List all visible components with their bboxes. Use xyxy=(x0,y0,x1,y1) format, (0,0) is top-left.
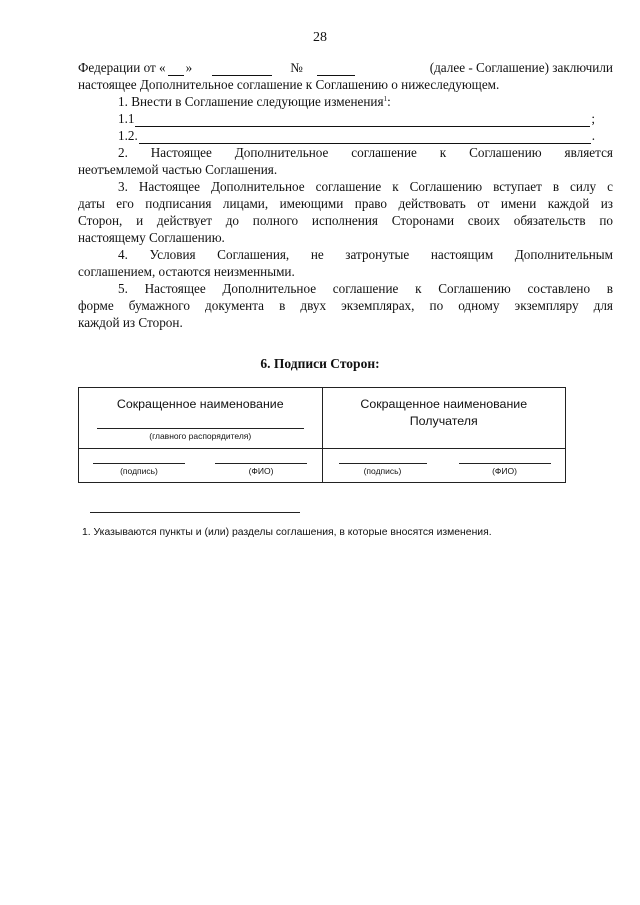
intro-part-1: Федерации от « xyxy=(78,60,166,75)
item-1-2-label: 1.2. xyxy=(118,128,138,143)
item-1 xyxy=(78,93,613,110)
footnote-text: 1. Указываются пункты и (или) разделы соглашения, в которые вносятся изменения. xyxy=(82,527,492,538)
right-name-caption: (ФИО) xyxy=(492,466,517,476)
signatures-table xyxy=(78,387,566,483)
left-signature-cell xyxy=(79,449,323,483)
page-number: 28 xyxy=(313,30,327,45)
right-party-title-line-1: Сокращенное наименование xyxy=(360,397,528,411)
footnote-ref: 1 xyxy=(383,95,388,103)
item-5-line-3: каждой из Сторон. xyxy=(78,315,183,330)
right-name-line xyxy=(459,463,551,464)
item-1-colon: : xyxy=(387,94,391,109)
item-4-line-1: 4. Условия Соглашения, не затронутые настоящим Дополнительным xyxy=(118,247,613,262)
left-signature-caption: (подпись) xyxy=(120,466,158,476)
item-1-1-blank xyxy=(135,114,590,127)
item-4-line-2: соглашением, остаются неизменными. xyxy=(78,264,295,279)
item-3-line-1: 3. Настоящее Дополнительное соглашение к Соглашению вступает в силу с xyxy=(118,179,613,194)
right-party-title-line-2: Получателя xyxy=(409,414,478,428)
item-1-1 xyxy=(78,110,613,127)
left-party-title: Сокращенное наименование xyxy=(116,397,284,411)
right-signature-cell xyxy=(322,449,566,483)
right-party-cell xyxy=(322,388,566,449)
signatures-heading: 6. Подписи Сторон: xyxy=(260,356,380,371)
left-party-name-line xyxy=(97,428,304,429)
item-3-line-3: Сторон, и действует до полного исполнения Сторонами своих обязательств по xyxy=(78,213,613,228)
item-5-line-2: форме бумажного документа в двух экземплярах, по одному экземпляру для xyxy=(78,298,613,313)
item-1-1-label: 1.1 xyxy=(118,111,135,126)
item-2-line-1: 2. Настоящее Дополнительное соглашение к Соглашению является xyxy=(118,145,613,160)
footnote-separator xyxy=(90,512,300,513)
right-signature-line xyxy=(339,463,427,464)
left-name-line xyxy=(215,463,307,464)
left-name-caption: (ФИО) xyxy=(248,466,274,476)
item-1-2 xyxy=(78,127,613,144)
intro-part-3: (далее - Соглашение) заключили xyxy=(429,60,613,75)
intro-line-1 xyxy=(78,59,613,76)
number-sign: № xyxy=(290,60,303,75)
right-party-title xyxy=(323,388,566,430)
item-1-2-end: . xyxy=(591,128,595,143)
item-5-line-1: 5. Настоящее Дополнительное соглашение к Соглашению составлено в xyxy=(118,281,613,296)
item-1-2-blank xyxy=(139,131,591,144)
intro-line-2: настоящее Дополнительное соглашение к Соглашению о нижеследующем. xyxy=(78,77,500,92)
agreement-body xyxy=(78,59,613,331)
item-1-1-end: ; xyxy=(591,111,595,126)
right-signature-caption: (подпись) xyxy=(363,466,402,476)
left-signature-line xyxy=(93,463,185,464)
item-1-text: 1. Внести в Соглашение следующие изменения xyxy=(118,94,384,109)
item-3-line-4: настоящему Соглашению. xyxy=(78,230,225,245)
left-party-cell xyxy=(79,388,323,449)
item-3-line-2: даты его подписания лицами, имеющими право действовать от имени каждой из xyxy=(78,196,613,211)
item-2-line-2: неотъемлемой частью Соглашения. xyxy=(78,162,278,177)
left-party-caption: (главного распорядителя) xyxy=(149,431,252,441)
intro-part-2: » xyxy=(185,60,193,75)
